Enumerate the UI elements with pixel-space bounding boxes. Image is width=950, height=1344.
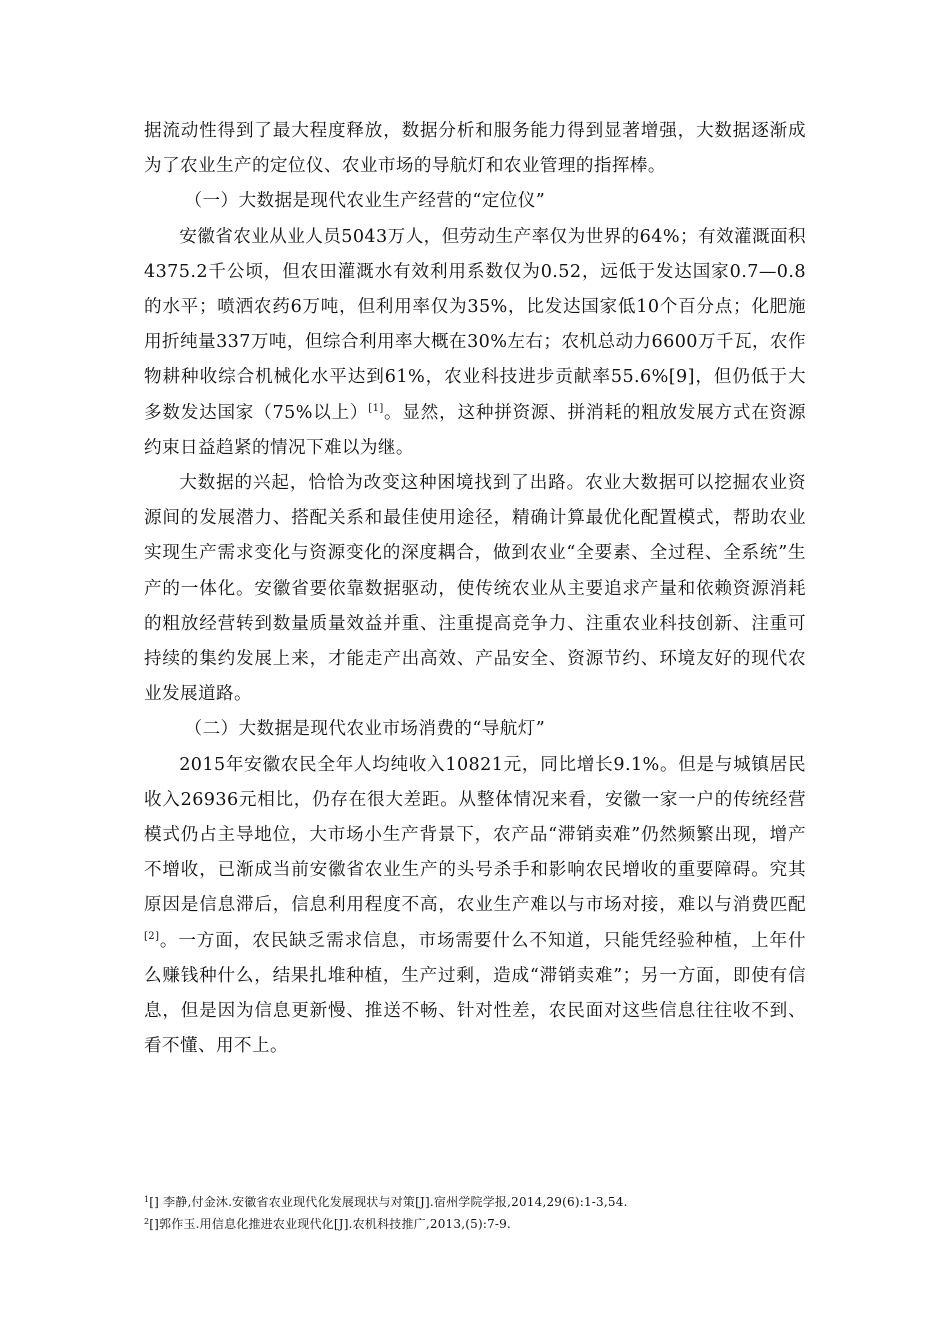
section-heading (144, 712, 806, 747)
footnote-text: [] 李静,付金沐.安徽省农业现代化发展现状与对策[J].宿州学院学报,2014,29(6):1-3,54. (149, 1195, 628, 1209)
text-run: 。一方面，农民缺乏需求信息，市场需要什么不知道，只能凭经验种植，上年什么赚钱种什么，结果扎堆种植，生产过剩，造成“滞销卖难”；另一方面，即使有信息，但是因为信息更新慢、推送不畅、针对性差，农民面对这些信息往往收不到、看不懂、用不上。 (144, 930, 806, 1057)
footnote-mark: 1 (144, 1195, 150, 1204)
footnote-text: []郭作玉.用信息化推进农业现代化[J].农机科技推广,2013,(5):7-9. (149, 1217, 512, 1231)
text-run: 。显然，这种拼资源、拼消耗的粗放发展方式在资源约束日益趋紧的情况下难以为继。 (144, 402, 806, 458)
paragraph (144, 466, 806, 712)
citation-mark: [1] (368, 402, 384, 414)
section-heading (144, 184, 806, 219)
paragraph (144, 748, 806, 1065)
footnote (144, 1212, 806, 1234)
paragraph (144, 220, 806, 466)
body-text (144, 114, 806, 1064)
text-run: （一）大数据是现代农业生产经营的“定位仪” (184, 191, 546, 212)
paragraph (144, 114, 806, 184)
text-run: 大数据的兴起，恰恰为改变这种困境找到了出路。农业大数据可以挖掘农业资源间的发展潜力、搭配关系和最佳使用途径，精确计算最优化配置模式，帮助农业实现生产需求变化与资源变化的深度耦合，做到农业“全要素、全过程、全系统”生产的一体化。安徽省要依靠数据驱动，使传统农业从主要追求产量和依赖资源消耗的粗放经营转到数量质量效益并重、注重提高竞争力、注重农业科技创新、注重可持续的集约发展上来，才能走产出高效、产品安全、资源节约、环境友好的现代农业发展道路。 (144, 473, 806, 705)
text-run: 安徽省农业从业人员5043万人，但劳动生产率仅为世界的64%；有效灌溉面积4375.2千公顷，但农田灌溉水有效利用系数仅为0.52，远低于发达国家0.7—0.8的水平；喷洒农药6万吨，但利用率仅为35%，比发达国家低10个百分点；化肥施用折纯量337万吨，但综合利用率大概在30%左右；农机总动力6600万千瓦，农作物耕种收综合机械化水平达到61%，农业科技进步贡献率55.6%[9]，但仍低于大多数发达国家（75%以上） (144, 226, 806, 423)
text-run: 2015年安徽农民全年人均纯收入10821元，同比增长9.1%。但是与城镇居民收入26936元相比，仍存在很大差距。从整体情况来看，安徽一家一户的传统经营模式仍占主导地位，大市场小生产背景下，农产品“滞销卖难”仍然频繁出现，增产不增收，已渐成当前安徽省农业生产的头号杀手和影响农民增收的重要障碍。究其原因是信息滞后，信息利用程度不高，农业生产难以与市场对接，难以与消费匹配 (144, 754, 806, 916)
footnote (144, 1190, 806, 1212)
footnote-mark: 2 (144, 1217, 150, 1226)
text-run: 据流动性得到了最大程度释放，数据分析和服务能力得到显著增强，大数据逐渐成为了农业生产的定位仪、农业市场的导航灯和农业管理的指挥棒。 (144, 121, 806, 177)
citation-mark: [2] (144, 930, 160, 942)
footnotes (144, 1190, 806, 1234)
text-run: （二）大数据是现代农业市场消费的“导航灯” (184, 719, 546, 740)
